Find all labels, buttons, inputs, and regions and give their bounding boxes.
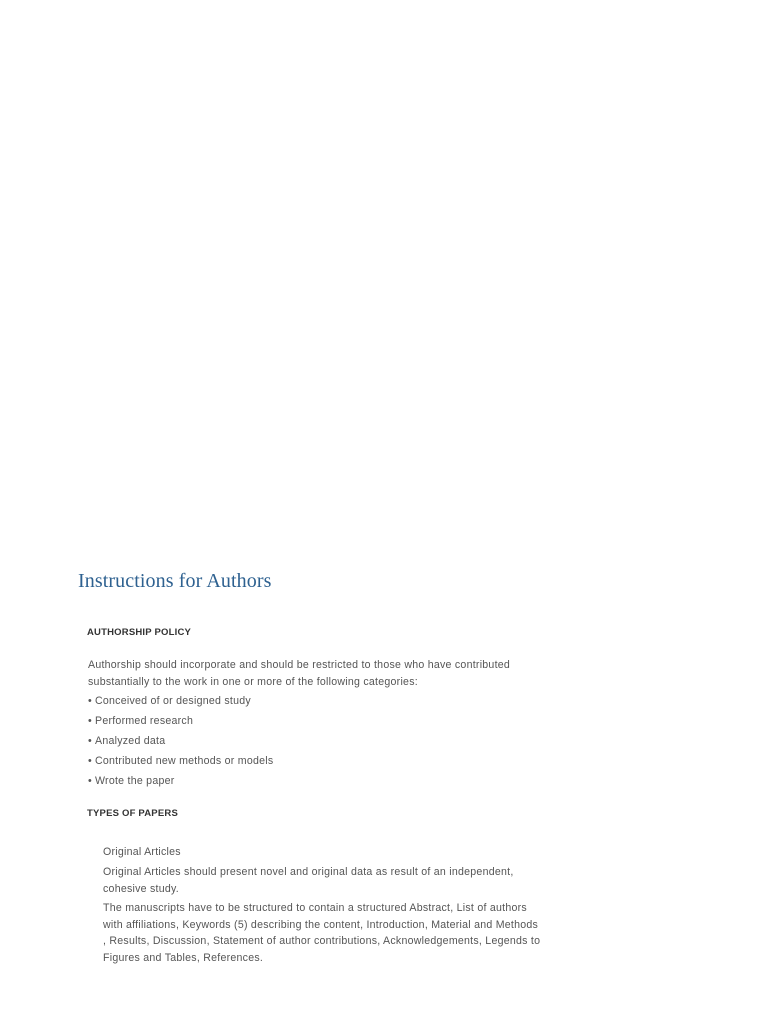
list-item-label: Wrote the paper bbox=[95, 775, 175, 787]
section-heading-authorship-policy: AUTHORSHIP POLICY bbox=[87, 627, 192, 638]
original-articles-title: Original Articles bbox=[103, 846, 181, 858]
authorship-categories-list bbox=[88, 693, 273, 793]
manuscript-structure-paragraph: The manuscripts have to be structured to contain a structured Abstract, List of authors with affiliations, Keywords (5) describing the content, Introduction, Material and Methods , Results, Discussion, Statement of author contributions, Acknowledgements, Legends to Figures and Tables, References. bbox=[103, 902, 541, 964]
list-item bbox=[88, 733, 273, 753]
section-heading-types-of-papers: TYPES OF PAPERS bbox=[87, 808, 178, 819]
bullet-icon: • bbox=[88, 715, 92, 727]
bullet-icon: • bbox=[88, 735, 92, 747]
authorship-intro-paragraph: Authorship should incorporate and should be restricted to those who have contributed substantially to the work in one or more of the following categories: bbox=[88, 659, 511, 688]
bullet-icon: • bbox=[88, 775, 92, 787]
list-item-label: Conceived of or designed study bbox=[95, 695, 251, 707]
list-item bbox=[88, 693, 273, 713]
list-item bbox=[88, 713, 273, 733]
list-item-label: Contributed new methods or models bbox=[95, 755, 274, 767]
list-item-label: Performed research bbox=[95, 715, 194, 727]
list-item-label: Analyzed data bbox=[95, 735, 166, 747]
list-item bbox=[88, 773, 273, 793]
original-articles-paragraph: Original Articles should present novel and original data as result of an independent, cohesive study. bbox=[103, 866, 514, 895]
bullet-icon: • bbox=[88, 695, 92, 707]
page-title: Instructions for Authors bbox=[78, 570, 272, 592]
bullet-icon: • bbox=[88, 755, 92, 767]
list-item bbox=[88, 753, 273, 773]
